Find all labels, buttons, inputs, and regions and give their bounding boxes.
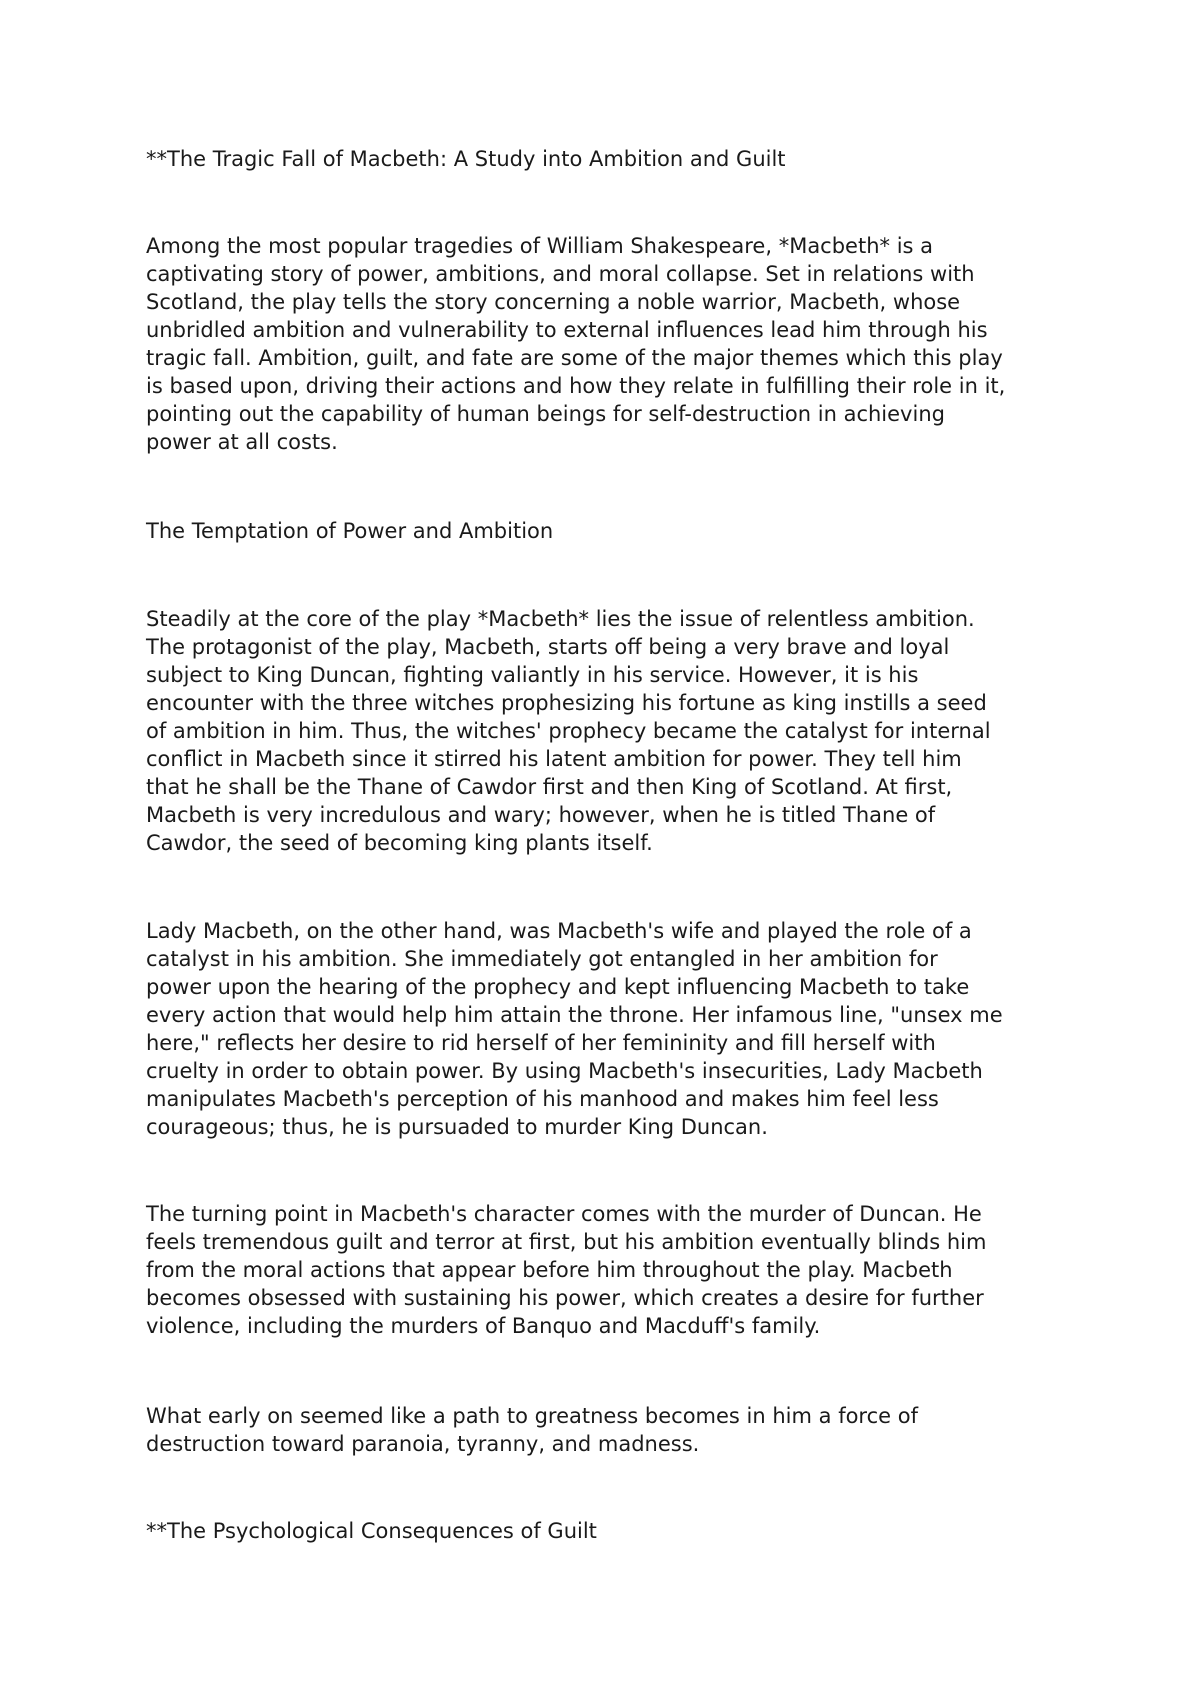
paragraph-lady-macbeth: Lady Macbeth, on the other hand, was Macbeth's wife and played the role of a catalyst in his ambition. She immediately got entangled in her ambition for power upon the hearing of the prophecy and kept influencing Macbeth to take every action that would help him attain the throne. Her infamous line, "unsex me here," reflects her desire to rid herself of her femininity and fill herself with cruelty in order to obtain power. By using Macbeth's insecurities, Lady Macbeth manipulates Macbeth's perception of his manhood and makes him feel less courageous; thus, he is pursuaded to murder King Duncan. <box>146 919 1003 1139</box>
paragraph-ambition: Steadily at the core of the play *Macbeth* lies the issue of relentless ambition. The protagonist of the play, Macbeth, starts off being a very brave and loyal subject to King Duncan, fighting valiantly in his service. However, it is his encounter with the three witches prophesizing his fortune as king instills a seed of ambition in him. Thus, the witches' prophecy became the catalyst for internal conflict in Macbeth since it stirred his latent ambition for power. They tell him that he shall be the Thane of Cawdor first and then King of Scotland. At first, Macbeth is very incredulous and wary; however, when he is titled Thane of Cawdor, the seed of becoming king plants itself. <box>146 607 991 855</box>
document-title: **The Tragic Fall of Macbeth: A Study into Ambition and Guilt <box>146 147 786 171</box>
intro-paragraph: Among the most popular tragedies of William Shakespeare, *Macbeth* is a captivating story of power, ambitions, and moral collapse. Set in relations with Scotland, the play tells the story concerning a noble warrior, Macbeth, whose unbridled ambition and vulnerability to external influences lead him through his tragic fall. Ambition, guilt, and fate are some of the major themes which this play is based upon, driving their actions and how they relate in fulfilling their role in it, pointing out the capability of human beings for self-destruction in achieving power at all costs. <box>146 234 1006 454</box>
paragraph-turning-point: The turning point in Macbeth's character comes with the murder of Duncan. He feels tremendous guilt and terror at first, but his ambition eventually blinds him from the moral actions that appear before him throughout the play. Macbeth becomes obsessed with sustaining his power, which creates a desire for further violence, including the murders of Banquo and Macduff's family. <box>146 1202 987 1338</box>
section-heading-temptation: The Temptation of Power and Ambition <box>146 519 554 543</box>
paragraph-path-to-greatness: What early on seemed like a path to greatness becomes in him a force of destruction toward paranoia, tyranny, and madness. <box>146 1404 918 1456</box>
section-heading-guilt: **The Psychological Consequences of Guilt <box>146 1519 597 1543</box>
